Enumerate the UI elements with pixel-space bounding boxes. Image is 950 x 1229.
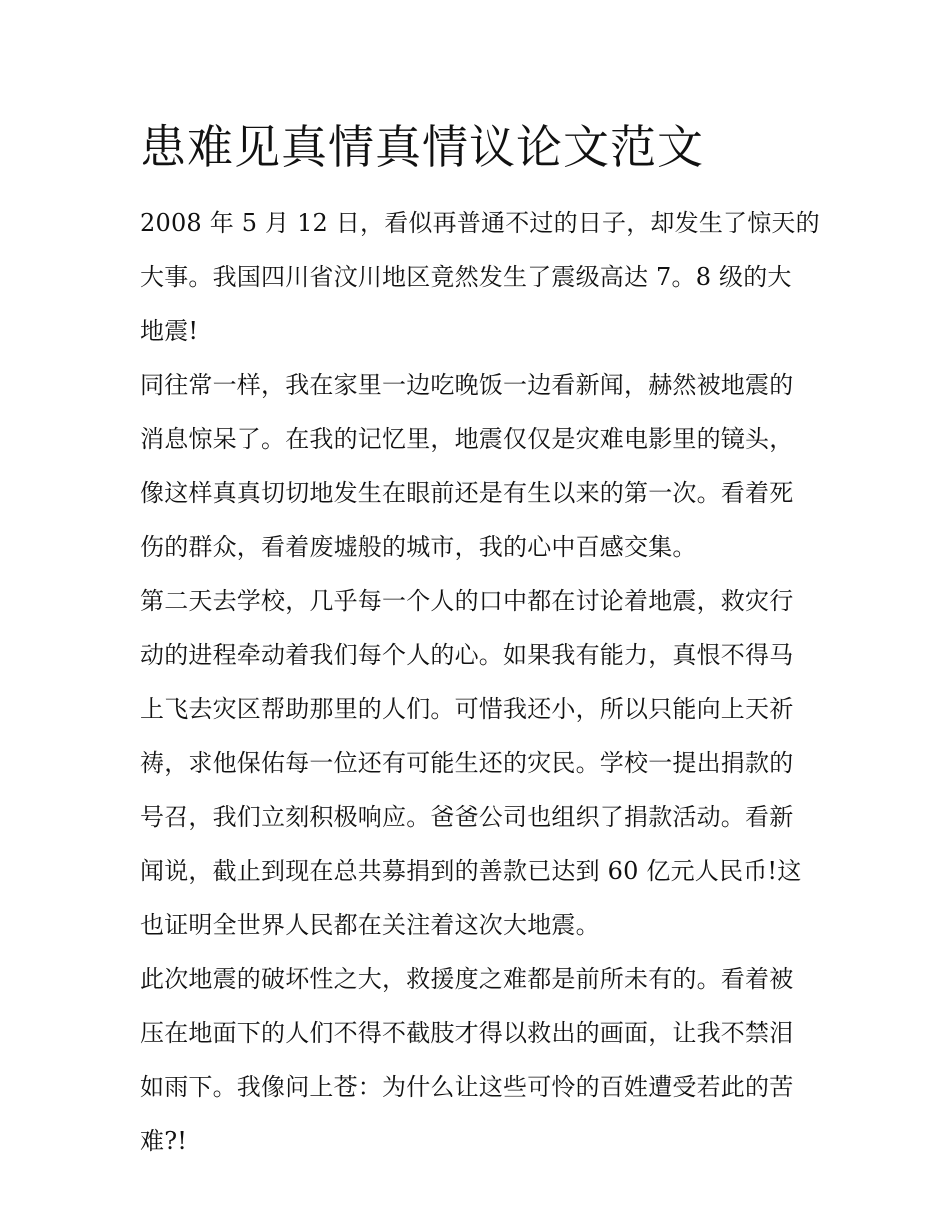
text-line: 大事。我国四川省汶川地区竟然发生了震级高达 7。8 级的大 bbox=[140, 263, 792, 291]
text-line: 同往常一样，我在家里一边吃晚饭一边看新闻，赫然被地震的 bbox=[140, 371, 794, 399]
text-line: 消息惊呆了。在我的记忆里，地震仅仅是灾难电影里的镜头， bbox=[140, 425, 794, 453]
text-line: 地震! bbox=[140, 317, 199, 345]
text-line: 也证明全世界人民都在关注着这次大地震。 bbox=[140, 911, 600, 939]
text-line: 难?! bbox=[140, 1127, 188, 1155]
text-line: 上飞去灾区帮助那里的人们。可惜我还小，所以只能向上天祈 bbox=[140, 695, 794, 723]
text-line: 第二天去学校，几乎每一个人的口中都在讨论着地震，救灾行 bbox=[140, 587, 794, 615]
text-line: 号召，我们立刻积极响应。爸爸公司也组织了捐款活动。看新 bbox=[140, 803, 794, 831]
text-line: 动的进程牵动着我们每个人的心。如果我有能力，真恨不得马 bbox=[140, 641, 794, 669]
text-line: 像这样真真切切地发生在眼前还是有生以来的第一次。看着死 bbox=[140, 479, 794, 507]
text-line: 此次地震的破坏性之大，救援度之难都是前所未有的。看着被 bbox=[140, 965, 794, 993]
text-line: 如雨下。我像问上苍：为什么让这些可怜的百姓遭受若此的苦 bbox=[140, 1073, 794, 1101]
text-line: 伤的群众，看着废墟般的城市，我的心中百感交集。 bbox=[140, 533, 697, 561]
document-title: 患难见真情真情议论文范文 bbox=[140, 120, 704, 174]
text-line: 祷，求他保佑每一位还有可能生还的灾民。学校一提出捐款的 bbox=[140, 749, 794, 777]
document-body bbox=[140, 196, 820, 1168]
text-line: 2008 年 5 月 12 日，看似再普通不过的日子，却发生了惊天的 bbox=[140, 209, 820, 237]
text-line: 闻说，截止到现在总共募捐到的善款已达到 60 亿元人民币!这 bbox=[140, 857, 802, 885]
text-line: 压在地面下的人们不得不截肢才得以救出的画面，让我不禁泪 bbox=[140, 1019, 794, 1047]
